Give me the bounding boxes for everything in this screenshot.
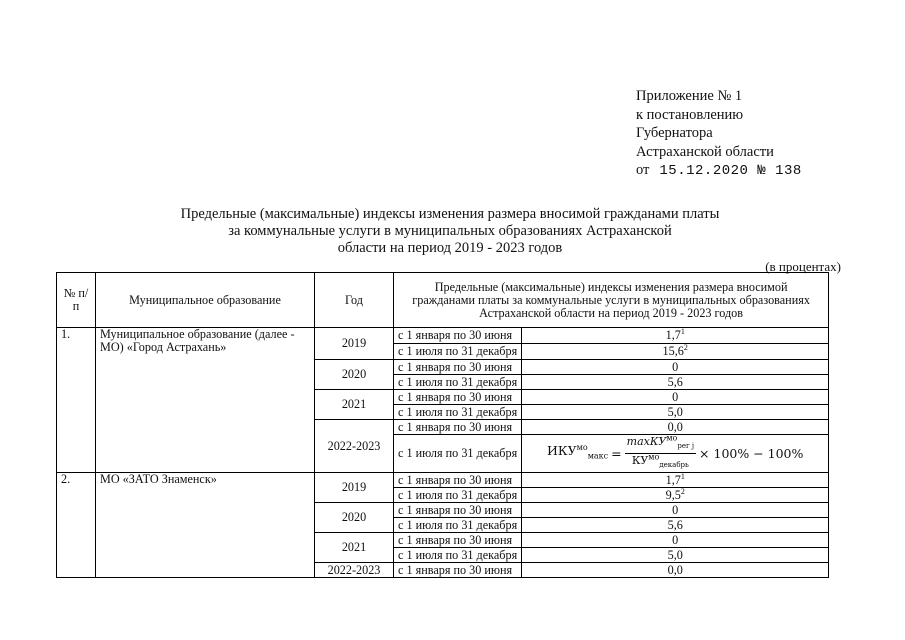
- row-year: 2021: [315, 390, 394, 420]
- date-prefix: от: [636, 162, 650, 178]
- appendix-block: [636, 87, 802, 181]
- index-value: 0: [522, 360, 829, 375]
- index-formula: $ИКУ^{мо}_{макс}$ = $\frac{\max КУ^{мо}_{рег j}}{КУ^{мо}_{декабрь}}$ × 100% − 100%: [547, 433, 804, 470]
- header-mo: Муниципальное образование: [96, 273, 315, 328]
- period-h2: с 1 июля по 31 декабря: [394, 435, 522, 473]
- period-h1: с 1 января по 30 июня: [394, 328, 522, 344]
- index-value: 0: [522, 390, 829, 405]
- index-value: $9,5^2$: [522, 488, 829, 503]
- formula-cell: [522, 435, 829, 473]
- title-line-2: за коммунальные услуги в муниципальных образованиях Астраханской: [228, 223, 672, 239]
- header-index: Предельные (максимальные) индексы изменения размера вносимой гражданами платы за коммунальные услуги в муниципальных образованиях Астраханской области на период 2019 - 2023 годов: [394, 273, 829, 328]
- index-value: 0: [522, 533, 829, 548]
- index-value: 5,6: [522, 518, 829, 533]
- appendix-line-2: к постановлению: [636, 106, 744, 123]
- index-value: 5,0: [522, 548, 829, 563]
- period-h2: с 1 июля по 31 декабря: [394, 488, 522, 503]
- row-year: 2022-2023: [315, 563, 394, 578]
- row-year: 2022-2023: [315, 420, 394, 473]
- index-value: $1,7^1$: [522, 328, 829, 344]
- title-line-1: Предельные (максимальные) индексы изменения размера вносимой гражданами платы: [180, 206, 720, 222]
- indices-table: [56, 272, 829, 578]
- index-value: 5,0: [522, 405, 829, 420]
- period-h2: с 1 июля по 31 декабря: [394, 405, 522, 420]
- period-h1: с 1 января по 30 июня: [394, 503, 522, 518]
- row-year: 2019: [315, 473, 394, 503]
- index-value: 5,6: [522, 375, 829, 390]
- period-h2: с 1 июля по 31 декабря: [394, 548, 522, 563]
- index-value: 0,0: [522, 563, 829, 578]
- row-year: 2019: [315, 328, 394, 360]
- period-h2: с 1 июля по 31 декабря: [394, 375, 522, 390]
- document-title: [140, 206, 760, 257]
- row-num: 2.: [57, 473, 96, 578]
- row-num: 1.: [57, 328, 96, 473]
- index-value: 0: [522, 503, 829, 518]
- period-h2: с 1 июля по 31 декабря: [394, 518, 522, 533]
- period-h1: с 1 января по 30 июня: [394, 420, 522, 435]
- row-mo: МО «ЗАТО Знаменск»: [96, 473, 315, 578]
- row-year: 2020: [315, 503, 394, 533]
- period-h1: с 1 января по 30 июня: [394, 563, 522, 578]
- row-year: 2021: [315, 533, 394, 563]
- appendix-line-4: Астраханской области: [636, 143, 774, 160]
- table-row: [57, 328, 829, 344]
- table-row: [57, 473, 829, 488]
- appendix-line-1: Приложение № 1: [636, 88, 743, 104]
- appendix-date-line: [636, 161, 802, 181]
- row-mo: Муниципальное образование (далее - МО) «Город Астрахань»: [96, 328, 315, 473]
- period-h1: с 1 января по 30 июня: [394, 533, 522, 548]
- header-num: № п/п: [57, 273, 96, 328]
- table-header-row: [57, 273, 829, 328]
- appendix-line-3: Губернатора: [636, 125, 713, 141]
- index-value: 0,0: [522, 420, 829, 435]
- title-line-3: области на период 2019 - 2023 годов: [337, 240, 563, 256]
- units-note: (в процентах): [765, 259, 841, 274]
- index-value: 15,6$^2$: [522, 344, 829, 360]
- index-value: $1,7^1$: [522, 473, 829, 488]
- header-year: Год: [315, 273, 394, 328]
- period-h1: с 1 января по 30 июня: [394, 360, 522, 375]
- period-h1: с 1 января по 30 июня: [394, 473, 522, 488]
- row-year: 2020: [315, 360, 394, 390]
- date-stamp: 15.12.2020 № 138: [659, 163, 802, 179]
- period-h2: с 1 июля по 31 декабря: [394, 344, 522, 360]
- period-h1: с 1 января по 30 июня: [394, 390, 522, 405]
